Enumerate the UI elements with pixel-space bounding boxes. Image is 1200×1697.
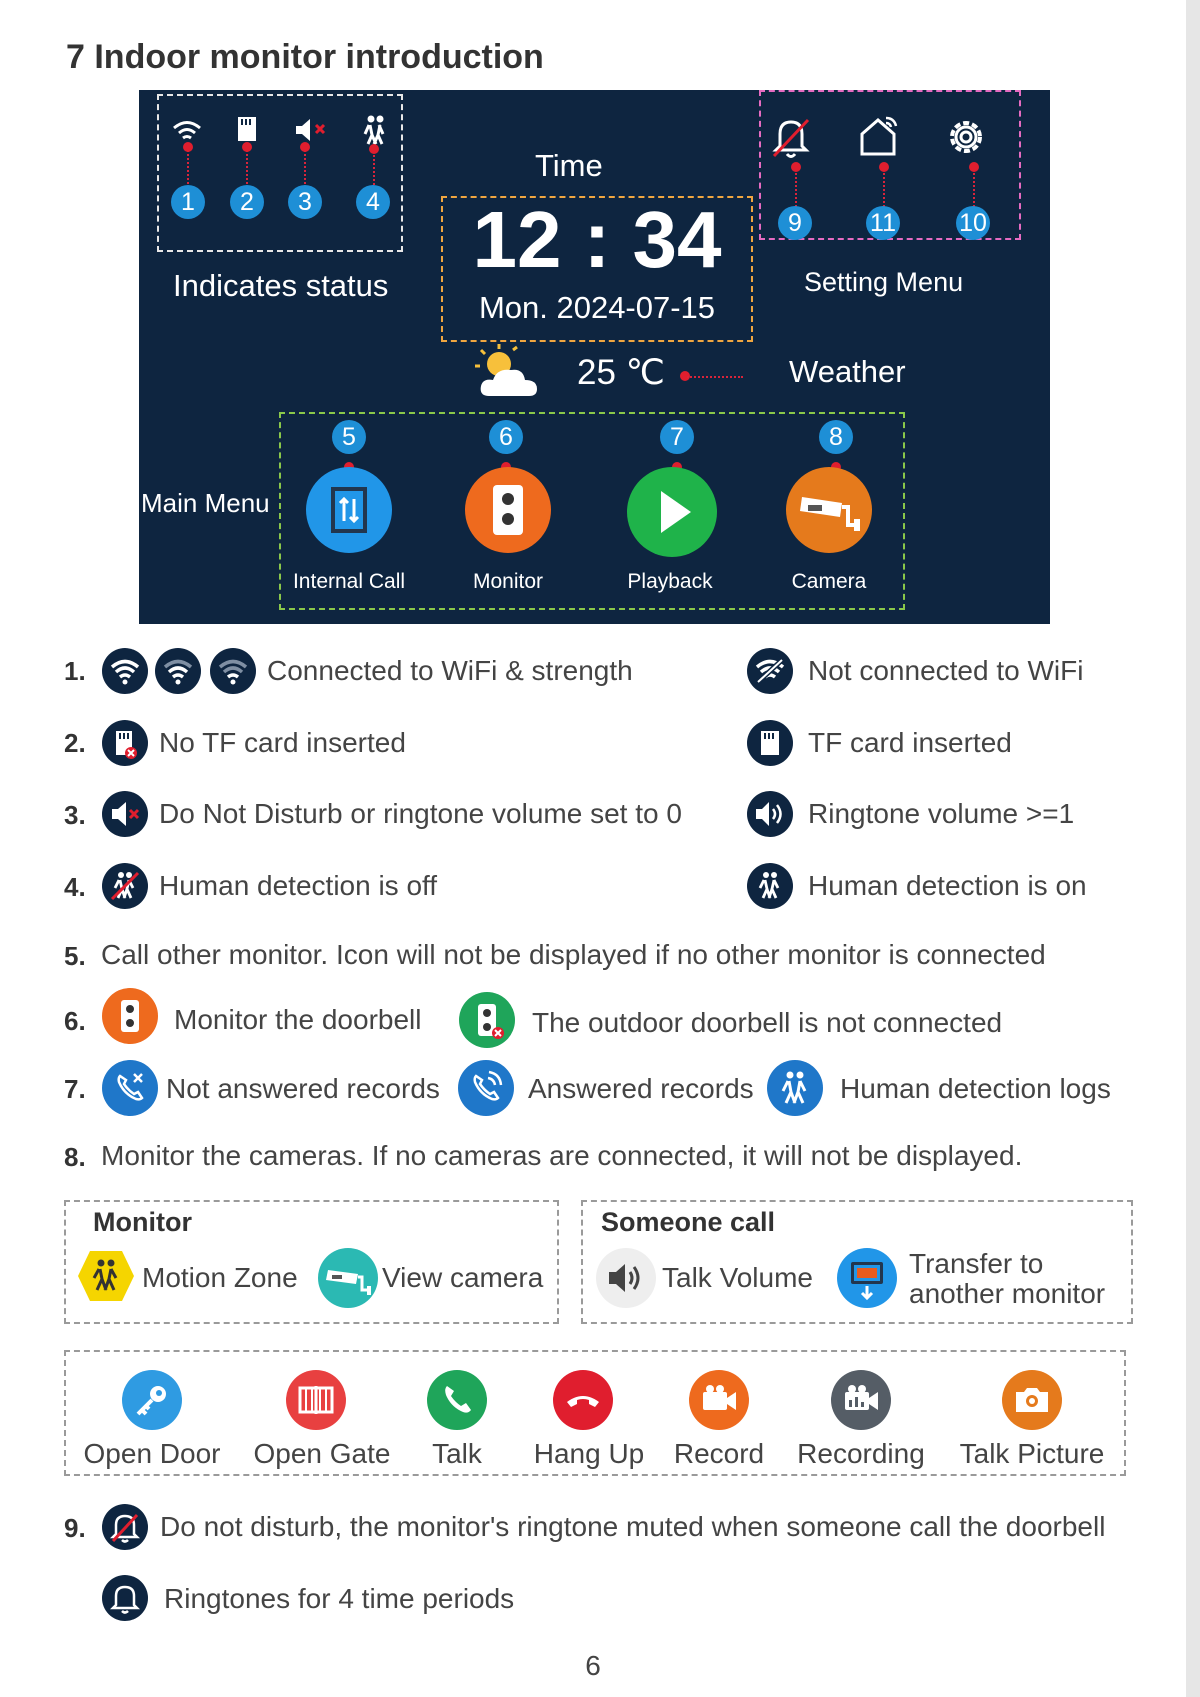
- transfer-label-line2: another monitor: [909, 1278, 1106, 1309]
- talk-label: Talk: [432, 1438, 482, 1469]
- time-label: Time: [535, 148, 603, 183]
- setting-badge-11: 11: [866, 206, 900, 240]
- no-tf-card-icon: [102, 720, 148, 766]
- open-gate-label: Open Gate: [253, 1438, 391, 1469]
- setting-badge-10: 10: [956, 206, 990, 240]
- home-icon[interactable]: [856, 114, 900, 158]
- item-number-7: 7.: [64, 1074, 86, 1104]
- wifi-disconnected-icon: [747, 648, 793, 694]
- monitor-group-title: Monitor: [93, 1207, 192, 1237]
- text-monitor-cameras: Monitor the cameras. If no cameras are connected, it will not be displayed.: [101, 1140, 1023, 1171]
- text-tf-card-inserted: TF card inserted: [808, 727, 1012, 758]
- record-icon[interactable]: [689, 1370, 749, 1430]
- status-badge-1: 1: [171, 185, 205, 219]
- menu-label-internal-call: Internal Call: [292, 570, 406, 593]
- doorbell-disconnected-icon: [459, 992, 515, 1048]
- open-door-label: Open Door: [83, 1438, 221, 1469]
- page-edge: [1186, 0, 1200, 1697]
- wifi-full-icon: [102, 648, 148, 694]
- recording-label: Recording: [797, 1438, 925, 1469]
- text-monitor-doorbell: Monitor the doorbell: [174, 1004, 422, 1035]
- menu-label-playback: Playback: [627, 570, 713, 593]
- internal-call-icon[interactable]: [306, 467, 392, 553]
- hang-up-label: Hang Up: [533, 1438, 645, 1469]
- doorbell-icon: [102, 988, 158, 1044]
- talk-volume-icon[interactable]: [596, 1248, 656, 1308]
- status-badge-4: 4: [356, 185, 390, 219]
- hang-up-icon[interactable]: [553, 1370, 613, 1430]
- item-number-5: 5.: [64, 941, 86, 971]
- talk-volume-label: Talk Volume: [662, 1262, 813, 1293]
- item-number-3: 3.: [64, 800, 86, 830]
- menu-label-camera: Camera: [791, 570, 867, 593]
- open-door-icon[interactable]: [122, 1370, 182, 1430]
- bell-muted-icon[interactable]: [770, 116, 812, 160]
- volume-muted-icon: [102, 791, 148, 837]
- camera-icon[interactable]: [786, 467, 872, 553]
- item-number-4: 4.: [64, 872, 86, 902]
- menu-badge-8: 8: [819, 420, 853, 454]
- text-doorbell-not-connected: The outdoor doorbell is not connected: [532, 1007, 1003, 1038]
- view-camera-label: View camera: [382, 1262, 544, 1293]
- human-detection-icon: [360, 114, 390, 146]
- transfer-label-line1: Transfer to: [909, 1248, 1044, 1279]
- text-answered-records: Answered records: [528, 1073, 754, 1104]
- ringtone-bell-icon: [102, 1575, 148, 1621]
- item-number-9: 9.: [64, 1513, 86, 1543]
- text-human-detection-on: Human detection is on: [808, 870, 1087, 901]
- human-detection-logs-icon: [767, 1060, 823, 1116]
- speaker-muted-icon: [294, 116, 330, 144]
- text-call-other-monitor: Call other monitor. Icon will not be displayed if no other monitor is connected: [101, 939, 1046, 970]
- tf-card-inserted-icon: [747, 720, 793, 766]
- open-gate-icon[interactable]: [286, 1370, 346, 1430]
- gear-icon[interactable]: [944, 115, 988, 159]
- record-label: Record: [673, 1438, 765, 1469]
- recording-icon[interactable]: [831, 1370, 891, 1430]
- text-ringtone-volume: Ringtone volume >=1: [808, 798, 1075, 829]
- menu-badge-5: 5: [332, 420, 366, 454]
- playback-icon[interactable]: [627, 467, 717, 557]
- tf-card-icon: [236, 115, 258, 143]
- clock-time: 12 : 34: [472, 195, 722, 284]
- text-human-detection-off: Human detection is off: [159, 870, 438, 901]
- wifi-low-icon: [210, 648, 256, 694]
- talk-picture-label: Talk Picture: [959, 1438, 1105, 1469]
- volume-on-icon: [747, 791, 793, 837]
- view-camera-icon[interactable]: [318, 1248, 378, 1308]
- motion-zone-label: Motion Zone: [142, 1262, 298, 1293]
- weather-icon: [469, 344, 547, 402]
- page-number: 6: [585, 1650, 601, 1681]
- item-number-1: 1.: [64, 656, 86, 686]
- menu-badge-7: 7: [660, 420, 694, 454]
- monitor-icon[interactable]: [465, 467, 551, 553]
- text-do-not-disturb: Do Not Disturb or ringtone volume set to 0: [159, 798, 682, 829]
- monitor-screen: [139, 90, 1050, 624]
- menu-badge-6: 6: [489, 420, 523, 454]
- main-menu-label: Main Menu: [141, 488, 270, 518]
- transfer-label: [909, 1249, 1105, 1309]
- setting-badge-9: 9: [778, 206, 812, 240]
- menu-label-monitor: Monitor: [472, 570, 544, 593]
- item-number-8: 8.: [64, 1142, 86, 1172]
- talk-icon[interactable]: [427, 1370, 487, 1430]
- motion-zone-icon: [76, 1247, 136, 1305]
- status-badge-2: 2: [230, 185, 264, 219]
- answered-call-icon: [458, 1060, 514, 1116]
- text-no-tf-card: No TF card inserted: [159, 727, 406, 758]
- do-not-disturb-bell-icon: [102, 1504, 148, 1550]
- human-detection-on-icon: [747, 863, 793, 909]
- status-badge-3: 3: [288, 185, 322, 219]
- text-wifi-connected: Connected to WiFi & strength: [267, 655, 633, 686]
- section-heading: 7 Indoor monitor introduction: [66, 38, 544, 76]
- date-text: Mon. 2024-07-15: [478, 290, 716, 325]
- text-ringtones-periods: Ringtones for 4 time periods: [164, 1583, 515, 1614]
- temperature-text: 25 ℃: [577, 353, 665, 392]
- item-number-6: 6.: [64, 1006, 86, 1036]
- human-detection-off-icon: [102, 863, 148, 909]
- status-label: Indicates status: [173, 268, 389, 303]
- setting-menu-label: Setting Menu: [804, 267, 964, 297]
- wifi-medium-icon: [155, 648, 201, 694]
- talk-picture-icon[interactable]: [1002, 1370, 1062, 1430]
- missed-call-icon: [102, 1060, 158, 1116]
- weather-label: Weather: [789, 354, 906, 389]
- transfer-monitor-icon[interactable]: [837, 1248, 897, 1308]
- text-wifi-not-connected: Not connected to WiFi: [808, 655, 1084, 686]
- someone-call-group-title: Someone call: [601, 1207, 776, 1237]
- text-do-not-disturb-detail: Do not disturb, the monitor's ringtone muted when someone call the doorbell: [160, 1511, 1106, 1542]
- text-not-answered: Not answered records: [166, 1073, 440, 1104]
- text-human-detection-logs: Human detection logs: [840, 1073, 1111, 1104]
- item-number-2: 2.: [64, 728, 86, 758]
